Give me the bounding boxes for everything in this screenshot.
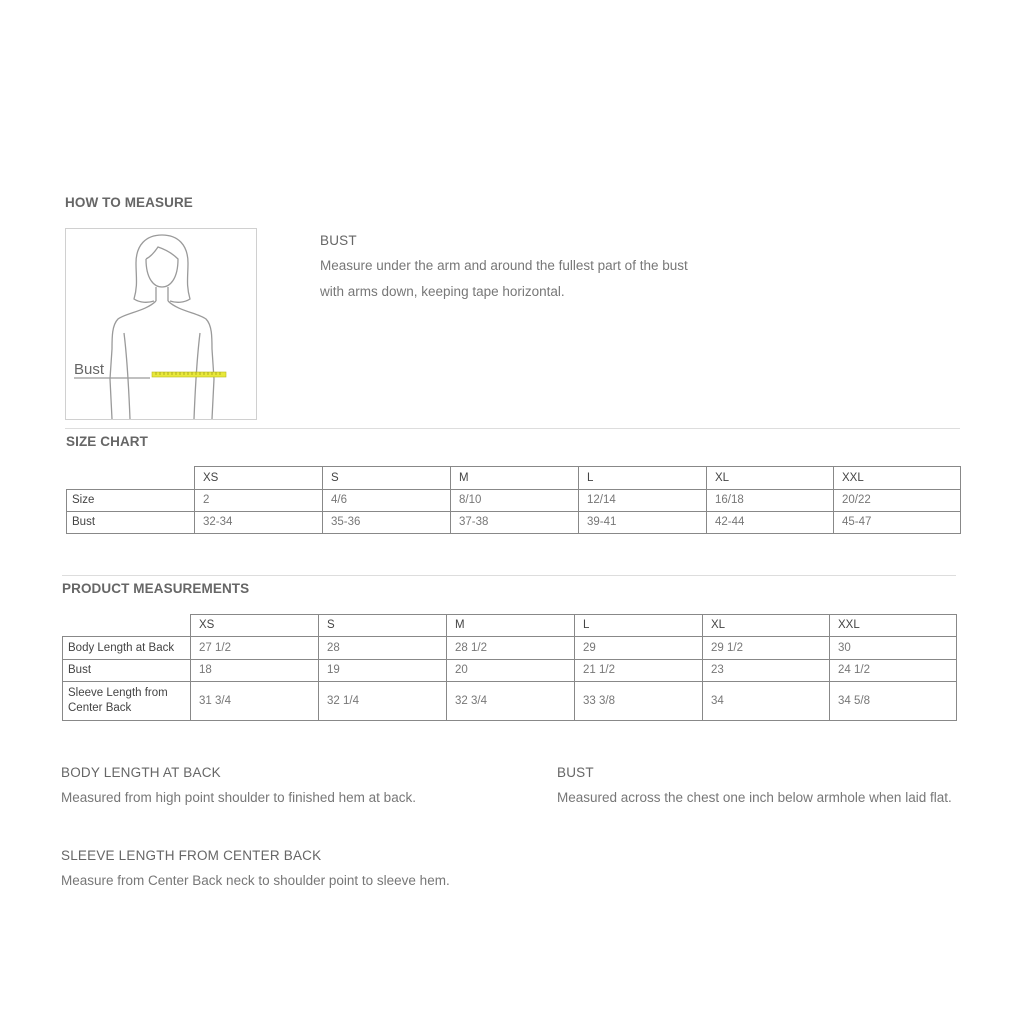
table-cell: 34 5/8 bbox=[830, 682, 957, 721]
table-header-row bbox=[63, 615, 957, 637]
table-row bbox=[63, 682, 957, 721]
row-header-line: Center Back bbox=[68, 702, 132, 714]
row-header bbox=[63, 682, 191, 721]
table-cell: 29 1/2 bbox=[703, 637, 830, 660]
sleeve-length-title: SLEEVE LENGTH FROM CENTER BACK bbox=[61, 848, 322, 863]
table-cell: 29 bbox=[575, 637, 703, 660]
column-header: M bbox=[447, 615, 575, 637]
table-row bbox=[67, 512, 961, 534]
table-cell: 34 bbox=[703, 682, 830, 721]
table-cell: 30 bbox=[830, 637, 957, 660]
table-cell: 32 3/4 bbox=[447, 682, 575, 721]
table-row bbox=[63, 660, 957, 682]
column-header: M bbox=[451, 467, 579, 490]
table-cell: 21 1/2 bbox=[575, 660, 703, 682]
column-header: XL bbox=[707, 467, 834, 490]
column-header: L bbox=[579, 467, 707, 490]
table-cell: 18 bbox=[191, 660, 319, 682]
table-cell: 39-41 bbox=[579, 512, 707, 534]
column-header: S bbox=[323, 467, 451, 490]
table-cell: 12/14 bbox=[579, 490, 707, 512]
column-header: XXL bbox=[830, 615, 957, 637]
row-header: Bust bbox=[63, 660, 191, 682]
how-to-measure-heading: HOW TO MEASURE bbox=[65, 195, 193, 210]
table-cell: 2 bbox=[195, 490, 323, 512]
table-cell: 45-47 bbox=[834, 512, 961, 534]
figure-bust-label: Bust bbox=[74, 361, 105, 378]
table-cell: 24 1/2 bbox=[830, 660, 957, 682]
column-header: XS bbox=[195, 467, 323, 490]
table-cell: 33 3/8 bbox=[575, 682, 703, 721]
body-length-desc: Measured from high point shoulder to finished hem at back. bbox=[61, 790, 416, 805]
sleeve-length-desc: Measure from Center Back neck to shoulder point to sleeve hem. bbox=[61, 873, 450, 888]
product-measurements-heading: PRODUCT MEASUREMENTS bbox=[62, 581, 250, 596]
table-cell: 32 1/4 bbox=[319, 682, 447, 721]
column-header: XXL bbox=[834, 467, 961, 490]
table-cell: 4/6 bbox=[323, 490, 451, 512]
table-cell: 19 bbox=[319, 660, 447, 682]
bust-note-title: BUST bbox=[557, 765, 594, 780]
column-header: XS bbox=[191, 615, 319, 637]
table-cell: 23 bbox=[703, 660, 830, 682]
product-measurements-table bbox=[62, 614, 957, 721]
table-cell: 28 1/2 bbox=[447, 637, 575, 660]
table-cell: 28 bbox=[319, 637, 447, 660]
table-cell: 8/10 bbox=[451, 490, 579, 512]
bust-measure-figure bbox=[65, 228, 257, 420]
tape-measure-icon bbox=[152, 372, 226, 377]
bust-desc-line1: Measure under the arm and around the fullest part of the bust bbox=[320, 258, 688, 273]
table-cell: 20 bbox=[447, 660, 575, 682]
table-corner-cell bbox=[67, 467, 195, 490]
table-cell: 20/22 bbox=[834, 490, 961, 512]
column-header: L bbox=[575, 615, 703, 637]
size-chart-heading: SIZE CHART bbox=[66, 434, 148, 449]
table-cell: 16/18 bbox=[707, 490, 834, 512]
size-chart-table bbox=[66, 466, 961, 534]
row-header-line: Sleeve Length from bbox=[68, 687, 168, 699]
column-header: XL bbox=[703, 615, 830, 637]
row-header: Bust bbox=[67, 512, 195, 534]
column-header: S bbox=[319, 615, 447, 637]
table-cell: 27 1/2 bbox=[191, 637, 319, 660]
bust-note-desc: Measured across the chest one inch below armhole when laid flat. bbox=[557, 790, 952, 805]
divider bbox=[62, 575, 956, 576]
table-cell: 42-44 bbox=[707, 512, 834, 534]
bust-desc-line2: with arms down, keeping tape horizontal. bbox=[320, 284, 565, 299]
table-cell: 32-34 bbox=[195, 512, 323, 534]
table-header-row bbox=[67, 467, 961, 490]
table-row bbox=[63, 637, 957, 660]
table-row bbox=[67, 490, 961, 512]
woman-silhouette-icon bbox=[66, 229, 256, 419]
row-header: Size bbox=[67, 490, 195, 512]
row-header: Body Length at Back bbox=[63, 637, 191, 660]
table-cell: 37-38 bbox=[451, 512, 579, 534]
table-cell: 31 3/4 bbox=[191, 682, 319, 721]
divider bbox=[65, 428, 960, 429]
table-cell: 35-36 bbox=[323, 512, 451, 534]
body-length-title: BODY LENGTH AT BACK bbox=[61, 765, 221, 780]
bust-title: BUST bbox=[320, 233, 357, 248]
table-corner-cell bbox=[63, 615, 191, 637]
